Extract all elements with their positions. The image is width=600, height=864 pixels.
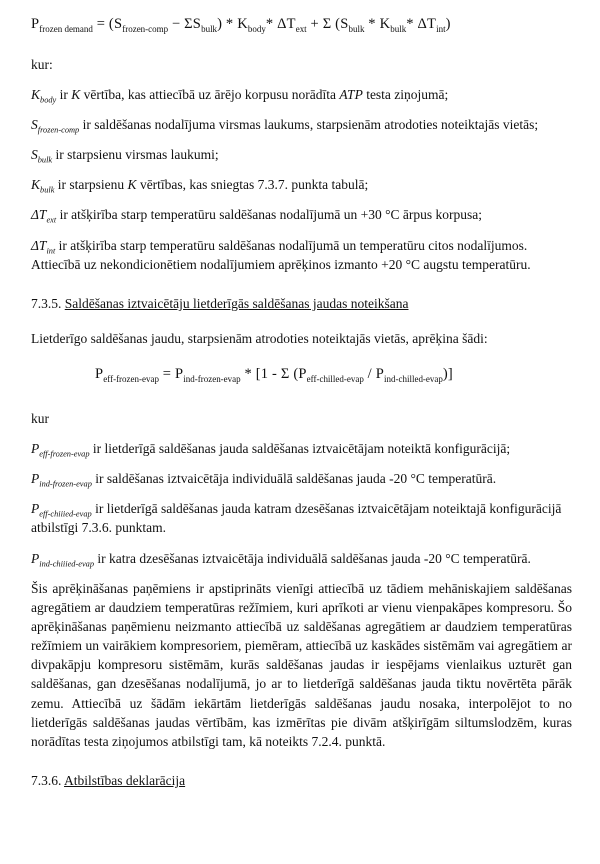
definition-p-ind-chilled-evap-segment: ir katra dzesēšanas iztvaicētāja individuālā saldēšanas jauda -20 °C temperatūrā. — [94, 550, 531, 566]
kur-label-2 — [31, 409, 572, 428]
definition-k-body-segment: K — [31, 86, 41, 102]
formula-frozen-demand-segment: * ΔT — [406, 16, 437, 32]
formula-eff-frozen-evap-segment: = P — [158, 366, 184, 383]
definition-dt-int-segment: ΔT — [31, 237, 47, 253]
formula-frozen-demand-segment: ) — [445, 16, 451, 32]
definition-s-bulk-segment: S — [31, 147, 38, 163]
definition-dt-int-segment: int — [46, 246, 56, 256]
definition-s-bulk-segment: bulk — [37, 155, 53, 165]
definition-k-body-segment: vērtība, kas attiecībā uz ārējo korpusu norādīta — [80, 86, 340, 102]
formula-frozen-demand-segment: bulk — [348, 23, 365, 34]
definition-k-body-segment: K — [71, 86, 81, 102]
definition-k-bulk-segment: K — [31, 177, 41, 193]
formula-eff-frozen-evap-segment: eff-chilled-evap — [306, 374, 364, 385]
heading-7-3-5-segment: 7.3.5. — [31, 295, 65, 311]
definition-dt-int — [31, 236, 572, 274]
formula-frozen-demand — [31, 14, 572, 35]
definition-k-bulk-segment: ir starpsienu — [54, 177, 128, 193]
definition-p-eff-chilled-evap-segment: eff-chiiied-evap — [39, 509, 92, 519]
formula-frozen-demand-segment: ext — [295, 23, 307, 34]
definition-p-eff-frozen-evap-segment: eff-frozen-evap — [39, 449, 90, 459]
heading-7-3-6-segment: 7.3.6. — [31, 773, 65, 789]
definition-p-ind-frozen-evap — [31, 469, 572, 488]
formula-frozen-demand-segment: frozen demand — [39, 23, 93, 34]
paragraph-method-validity — [31, 579, 572, 751]
definition-s-frozen-comp-segment: S — [31, 116, 38, 132]
formula-frozen-demand-segment: P — [31, 16, 40, 32]
definition-dt-ext-segment: ir atšķirība starp temperatūru saldēšanas nodalījumā un +30 °C ārpus korpusa; — [56, 207, 482, 223]
definition-p-eff-chilled-evap — [31, 499, 572, 537]
formula-frozen-demand-segment: * K — [364, 16, 391, 32]
definition-k-bulk — [31, 175, 572, 194]
formula-frozen-demand-segment: = (S — [92, 16, 123, 32]
formula-eff-frozen-evap-segment: )] — [442, 366, 453, 383]
formula-frozen-demand-segment: bulk — [201, 23, 218, 34]
definition-p-ind-chilled-evap-segment: P — [31, 550, 40, 566]
definition-p-ind-frozen-evap-segment: ind-frozen-evap — [39, 479, 92, 489]
formula-frozen-demand-segment: int — [436, 23, 446, 34]
formula-frozen-demand-segment: + Σ (S — [306, 16, 349, 32]
heading-7-3-5-segment: Saldēšanas iztvaicētāju lietderīgās saldēšanas jaudas noteikšana — [64, 295, 409, 311]
formula-frozen-demand-segment: frozen-comp — [122, 23, 169, 34]
document-body — [31, 14, 572, 790]
heading-7-3-5 — [31, 294, 572, 313]
definition-p-ind-frozen-evap-segment: P — [31, 471, 40, 487]
definition-dt-int-segment: ir atšķirība starp temperatūru saldēšanas nodalījumā un temperatūru citos nodalījumos. Attiecībā uz nekondicionētiem nodalījumiem aprēķinos izmanto +20 °C augstu temperatūru. — [31, 237, 531, 272]
definition-p-ind-chilled-evap-segment: ind-chiiied-evap — [39, 559, 95, 569]
definition-p-eff-frozen-evap-segment: ir lietderīgā saldēšanas jauda saldēšanas iztvaicētājam noteiktā konfigurācijā; — [89, 440, 511, 456]
definition-k-bulk-segment: bulk — [40, 185, 55, 195]
paragraph-intro-calc — [31, 329, 572, 348]
kur-label-1 — [31, 55, 572, 74]
definition-s-bulk-segment: ir starpsienu virsmas laukumi; — [52, 147, 219, 163]
definition-p-ind-frozen-evap-segment: ir saldēšanas iztvaicētāja individuālā saldēšanas jauda -20 °C temperatūrā. — [91, 471, 497, 487]
definition-p-eff-frozen-evap — [31, 439, 572, 458]
definition-p-eff-chilled-evap-segment: P — [31, 501, 40, 517]
definition-s-frozen-comp-segment: frozen-comp — [37, 125, 80, 135]
definition-k-body-segment: ir — [56, 86, 72, 102]
definition-k-body-segment: body — [40, 95, 57, 105]
formula-eff-frozen-evap-segment: ind-frozen-evap — [183, 374, 241, 385]
definition-dt-ext-segment: ΔT — [31, 207, 47, 223]
definition-dt-ext — [31, 205, 572, 224]
definition-k-body — [31, 85, 572, 104]
formula-frozen-demand-segment: − ΣS — [168, 16, 202, 32]
kur-label-2-segment: kur — [31, 410, 49, 426]
definition-k-bulk-segment: vērtības, kas sniegtas 7.3.7. punkta tabulā; — [136, 177, 369, 193]
definition-s-frozen-comp-segment: ir saldēšanas nodalījuma virsmas laukums, starpsienām atrodoties noteiktajās vietās; — [79, 116, 539, 132]
definition-p-ind-chilled-evap — [31, 549, 572, 568]
formula-eff-frozen-evap-segment: * [1 - Σ (P — [240, 366, 307, 383]
formula-eff-frozen-evap-segment: P — [95, 366, 104, 383]
kur-label-1-segment: kur: — [31, 56, 53, 72]
formula-eff-frozen-evap — [95, 364, 572, 385]
paragraph-intro-calc-segment: Lietderīgo saldēšanas jaudu, starpsienām atrodoties noteiktajās vietās, aprēķina šādi: — [31, 330, 488, 346]
formula-frozen-demand-segment: body — [247, 23, 266, 34]
definition-k-body-segment: testa ziņojumā; — [362, 86, 449, 102]
formula-frozen-demand-segment: ) * K — [217, 16, 248, 32]
heading-7-3-6-segment: Atbilstības deklarācija — [64, 773, 186, 789]
definition-s-bulk — [31, 145, 572, 164]
definition-dt-ext-segment: ext — [46, 216, 57, 226]
heading-7-3-6 — [31, 771, 572, 790]
formula-frozen-demand-segment: bulk — [390, 23, 407, 34]
definition-p-eff-chilled-evap-segment: ir lietderīgā saldēšanas jauda katram dzesēšanas iztvaicētājam noteiktajā konfigurācijā atbilstīgi 7.3.6. punktam. — [31, 501, 562, 536]
formula-eff-frozen-evap-segment: / P — [363, 366, 385, 383]
paragraph-method-validity-segment: Šis aprēķināšanas paņēmiens ir apstiprināts vienīgi attiecībā uz tādiem mehāniskajiem saldēšanas agregātiem ar daudziem temperatūras režīmiem, kuri aprīkoti ar vienu vienpakāpes kompresoru. Šo aprēķināšanas paņēmienu neizmanto attiecībā uz saldēšanas agregātiem ar daudziem temperatūras režīmiem un vairākiem kompresoriem, piemēram, attiecībā uz kaskādes sistēmām vai agregātiem ar divpakāpju kompresoru sistēmām, kurās saldēšanas jaudas ir iespējams vienlaikus uzturēt gan saldēšanas, gan dzesēšanas nodalījumā, jo ar to lietderīgā saldēšanas jauda tiktu novērtēta pārāk zemu. Attiecībā uz šādām iekārtām lietderīgās saldēšanas jaudu nosaka, interpolējot to no lietderīgās saldēšanas jaudas vērtībām, kas izmērītas pie divām atšķirīgām siltumslodzēm, kuras norādītas testa ziņojumos atbilstīgi tam, kā noteikts 7.2.4. punktā. — [31, 580, 572, 749]
definition-p-eff-frozen-evap-segment: P — [31, 440, 40, 456]
definition-k-body-segment: ATP — [339, 86, 363, 102]
definition-k-bulk-segment: K — [127, 177, 137, 193]
formula-frozen-demand-segment: * ΔT — [265, 16, 296, 32]
formula-eff-frozen-evap-segment: ind-chilled-evap — [384, 374, 443, 385]
definition-s-frozen-comp — [31, 115, 572, 134]
formula-eff-frozen-evap-segment: eff-frozen-evap — [103, 374, 159, 385]
